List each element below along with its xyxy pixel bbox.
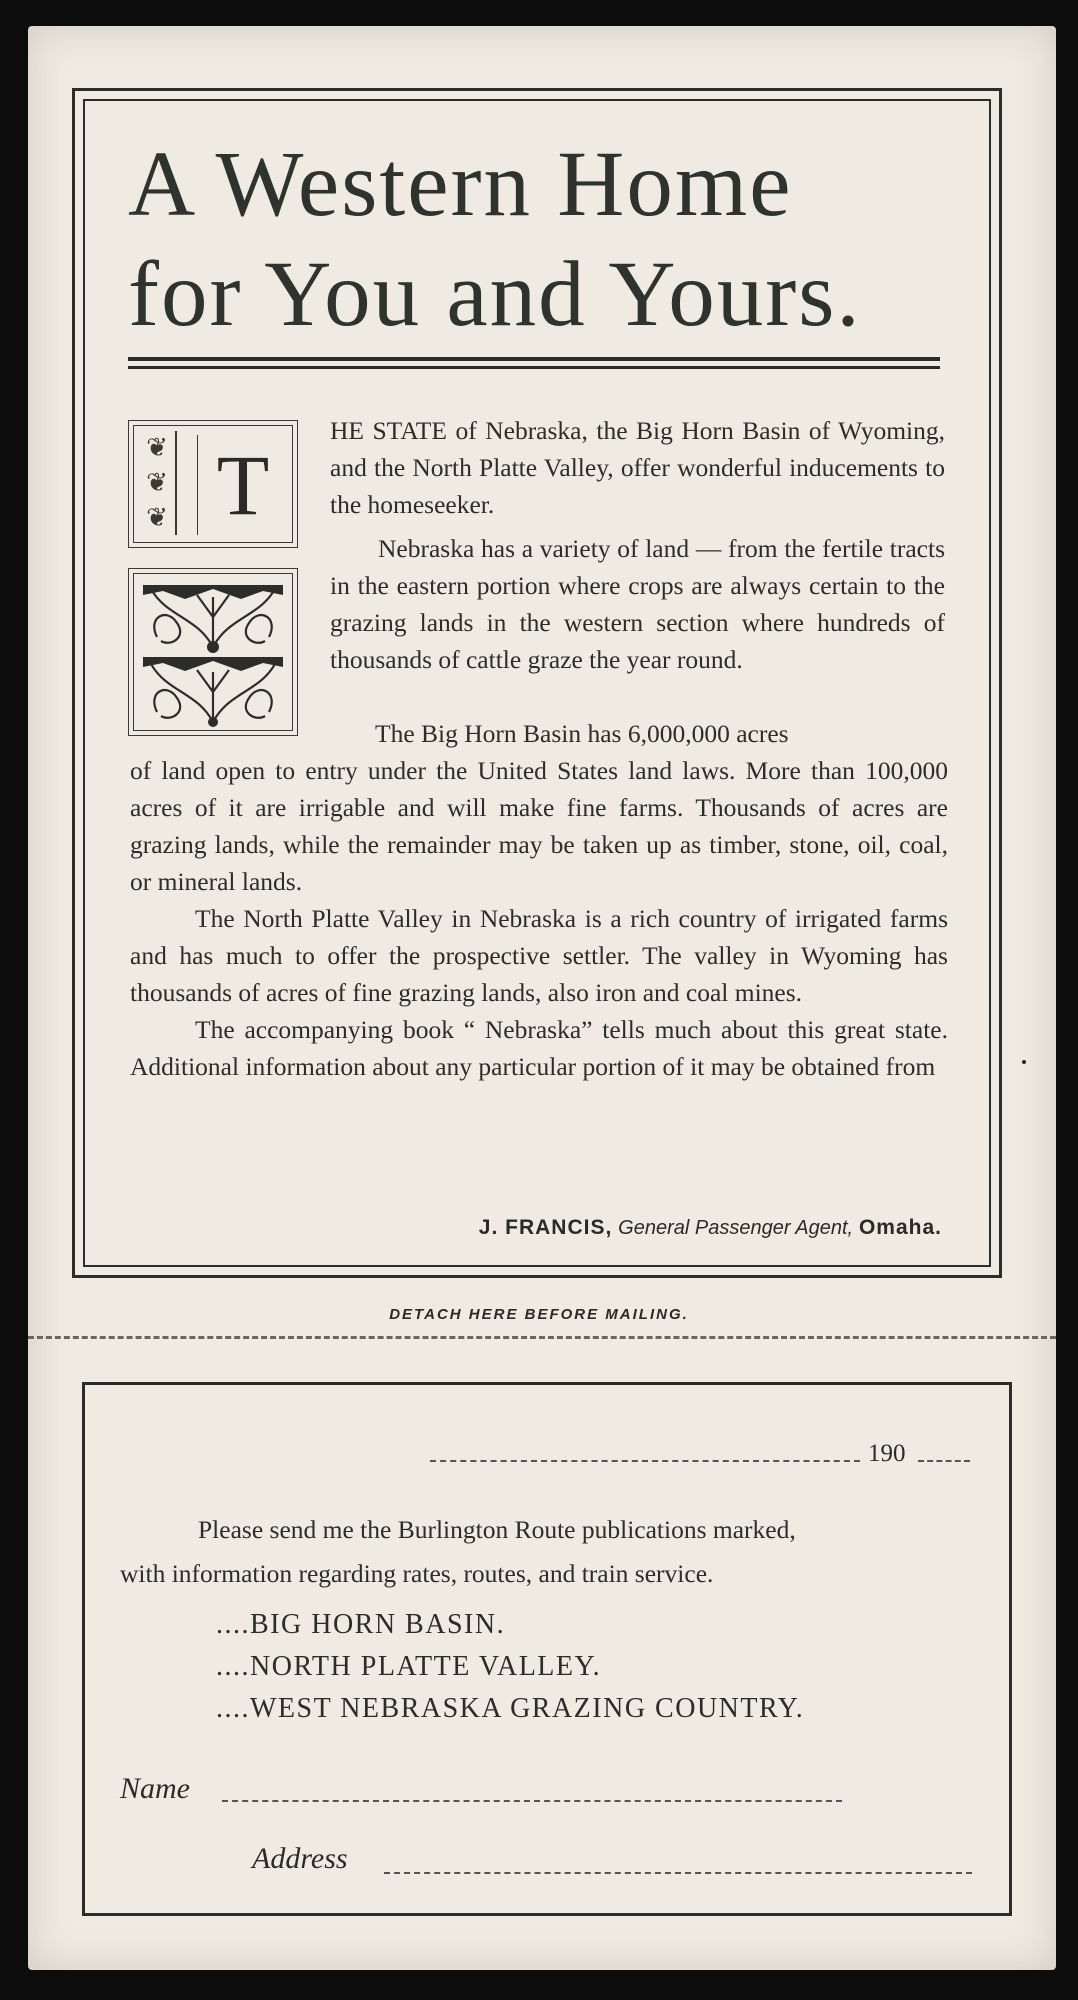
platte-paragraph: The North Platte Valley in Nebraska is a rich country of irrigated farms and has much to offer the prospective settler. The valley in Wyoming has thousands of acres of fine grazing lands, also iron and coal mines.: [130, 904, 948, 1007]
name-label: Name: [120, 1772, 190, 1805]
perforation-line[interactable]: [28, 1336, 1056, 1339]
option-west-nebraska-grazing[interactable]: ....WEST NEBRASKA GRAZING COUNTRY.: [216, 1693, 805, 1724]
date-year-field[interactable]: [918, 1460, 970, 1462]
name-field[interactable]: [222, 1800, 842, 1802]
request-text: [120, 1508, 960, 1596]
drop-cap-box: [128, 420, 298, 548]
title-rule-thin: [128, 366, 940, 369]
option-big-horn-basin[interactable]: ....BIG HORN BASIN.: [216, 1609, 506, 1640]
leaf-ornament-icon: ❦ ❦ ❦: [139, 431, 177, 535]
request-line-2: with information regarding rates, routes, and train service.: [120, 1559, 714, 1588]
agent-title: General Passenger Agent,: [618, 1217, 854, 1239]
bighorn-paragraph-start: The Big Horn Basin has 6,000,000 acres: [375, 719, 789, 748]
agent-city: Omaha.: [858, 1216, 942, 1239]
floral-ornament-box: [128, 568, 298, 736]
nebraska-paragraph: Nebraska has a variety of land — from the fertile tracts in the eastern portion where crops are always certain to the grazing lands in the western section where hundreds of thousands of cattle graze the year round.: [330, 534, 945, 674]
title-line-1: A Western Home: [128, 133, 793, 236]
bighorn-paragraph-rest: of land open to entry under the United States land laws. More than 100,000 acres of it are irrigable and will make fine farms. Thousands of acres are grazing lands, while the remainder may be taken up as timber, stone, oil, coal, or mineral lands.: [130, 756, 948, 896]
signature-line: [130, 1216, 942, 1240]
nebraska-block: [330, 530, 945, 678]
bighorn-block: [130, 715, 948, 1085]
address-label: Address: [252, 1842, 348, 1875]
title-line-2: for You and Yours.: [128, 243, 862, 346]
drop-cap-letter: T: [197, 435, 288, 535]
request-line-1: Please send me the Burlington Route publications marked,: [198, 1515, 796, 1544]
page-title: [128, 130, 948, 350]
date-field[interactable]: [430, 1460, 860, 1462]
intro-paragraph: HE STATE of Nebraska, the Big Horn Basin of Wyoming, and the North Platte Valley, offer wonderful inducements to the homeseeker.: [330, 416, 945, 519]
book-paragraph: The accompanying book “ Nebraska” tells much about this great state. Additional information about any particular portion of it may be obtained from: [130, 1015, 948, 1081]
date-year: 190: [868, 1440, 906, 1467]
option-north-platte-valley[interactable]: ....NORTH PLATTE VALLEY.: [216, 1651, 602, 1682]
paper-speck: [1022, 1060, 1026, 1064]
agent-name: J. FRANCIS,: [478, 1216, 613, 1239]
address-field[interactable]: [384, 1872, 972, 1874]
floral-ornament-icon: [137, 577, 289, 727]
title-rule-thick: [128, 357, 940, 361]
publication-options: [216, 1604, 804, 1730]
detach-notice: DETACH HERE BEFORE MAILING.: [389, 1306, 689, 1323]
